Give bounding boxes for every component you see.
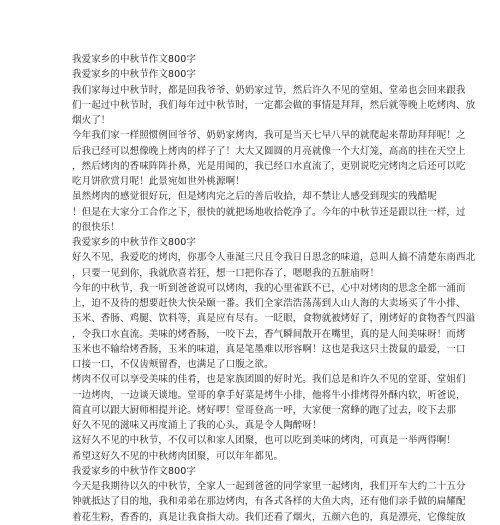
text-line: 我爱家乡的中秋节作文800字 xyxy=(72,54,197,65)
text-line: 钟就抵达了目的地，我和弟弟在那边烤肉，有各式各样的大鱼大肉，还有他们亲手做的扁耀配 xyxy=(72,496,466,508)
text-line: 我爱家乡的中秋节作文800字 xyxy=(72,69,197,81)
text-line: 一边烤肉，一边谈天谈地。堂哥的拿手好菜是烤牛小排，他将牛小排烤得外酥内软，听爸说， xyxy=(72,389,466,401)
text-line: 我爱家乡的中秋节作文800字 xyxy=(72,237,197,248)
essay-document xyxy=(72,52,476,525)
text-line: ，令我口水直流。美味的烤香肠，一咬下去，香气瞬间散开在嘴里，真的是人间美味呀！而烤 xyxy=(72,328,466,340)
text-line: ，只要一见到你，我就欣喜若狂，想一口把你吞了，嗯嗯我的五脏庙呀！ xyxy=(72,267,380,279)
text-line: 吃月饼欣赏月呢！此景宛如世外桃源啊！ xyxy=(72,176,245,187)
text-line: 们一起过中秋节时，我们每年过中秋节时，一定都会做的事情是拜拜，然后就等晚上吃烤肉、放 xyxy=(72,99,476,111)
text-line: 好久不见，我爱吃的烤肉，你那令人垂涎三尺且令我日日思念的味道，总叫人搞不清楚东南西北 xyxy=(72,252,476,264)
text-line: 的很快乐！ xyxy=(72,221,121,233)
text-line: 后我已经可以想像晚上烤肉的样子了！大大又圆圆的月亮就像一个大灯笼，高高的挂在天空上 xyxy=(72,145,466,157)
text-line: 烤肉不仅可以享受美味的佳肴，也是家族团圆的好时光。我们总是和许久不见的堂哥、堂姐们 xyxy=(72,374,466,386)
text-line: 烟火了！ xyxy=(72,115,111,126)
text-line: 口接一口，不仅齿颊留香，也满足了口腹之欲。 xyxy=(72,359,274,370)
text-line: 我爱家乡的中秋节作文800字 xyxy=(72,465,197,477)
text-line: 这好久不见的中秋节，不仅可以和家人团聚，也可以吃到美味的烤肉，可真是一举两得啊！ xyxy=(72,435,457,447)
text-line: 虽然烤肉的感觉很好玩，但是烤肉完之后的善后收拾，却不禁让人感受到现实的残酷呢 xyxy=(72,191,437,203)
text-line: 玉米、香肠、鸡腿、饮料等，真是应有尽有。一眨眼，食物就被烤好了，刚烤好的食物香气四溢 xyxy=(72,313,476,325)
text-line: 今年我们家一样照惯例回爷爷、奶奶家烤肉，我可是当天七早八早的就爬起来帮助拜拜呢！之 xyxy=(72,130,466,142)
text-line: 好久不见的滋味又再度涌上了我的心头，真是令人陶醉呀！ xyxy=(72,420,322,431)
text-line: 我们家每过中秋节时，都是回我爷爷、奶奶家过节，然后许久不见的堂姐、堂弟也会回来跟我 xyxy=(72,84,466,96)
text-line: 玉米也不输给烤香肠，玉米的味道，真是笔墨难以形容啊！这也是我这只土拨鼠的最爱，一口 xyxy=(72,343,466,355)
text-line: 简直可以跟大厨师相提并论。烤好啰！堂哥登高一呼，大家便一窝蜂的跑了过去，咬下去那 xyxy=(72,404,457,416)
text-line: 上，迫不及待的想要赶快大快朵颐一番。我们全家浩浩荡荡到人山人海的大卖场买了牛小排、 xyxy=(72,298,466,309)
text-line: ！但是在大家分工合作之下，很快的就把场地收拾乾净了。今年的中秋节还是跟以往一样，过 xyxy=(72,206,466,218)
text-line: ，然后烤肉的香味阵阵扑鼻，光是用闻的，我已经口水直流了，更别说吃完烤肉之后还可以吃 xyxy=(72,160,466,172)
text-line: 今天是我期待以久的中秋节，全家人一起到爸爸的同学家里一起烤肉，我们开车大约二十五分 xyxy=(72,481,466,492)
text-line: 着花生粉，香香的，真是让我食指大动。我们还看了烟火，五颜六色的，真是漂亮，它像绽放 xyxy=(72,511,466,523)
text-line: 希望这好久不见的中秋烤肉团聚，可以年年都见。 xyxy=(72,450,284,462)
text-line: 今年的中秋节，我一听到爸爸说可以烤肉，我的心里雀跃不已，心中对烤肉的思念全都一涌而 xyxy=(72,282,466,294)
